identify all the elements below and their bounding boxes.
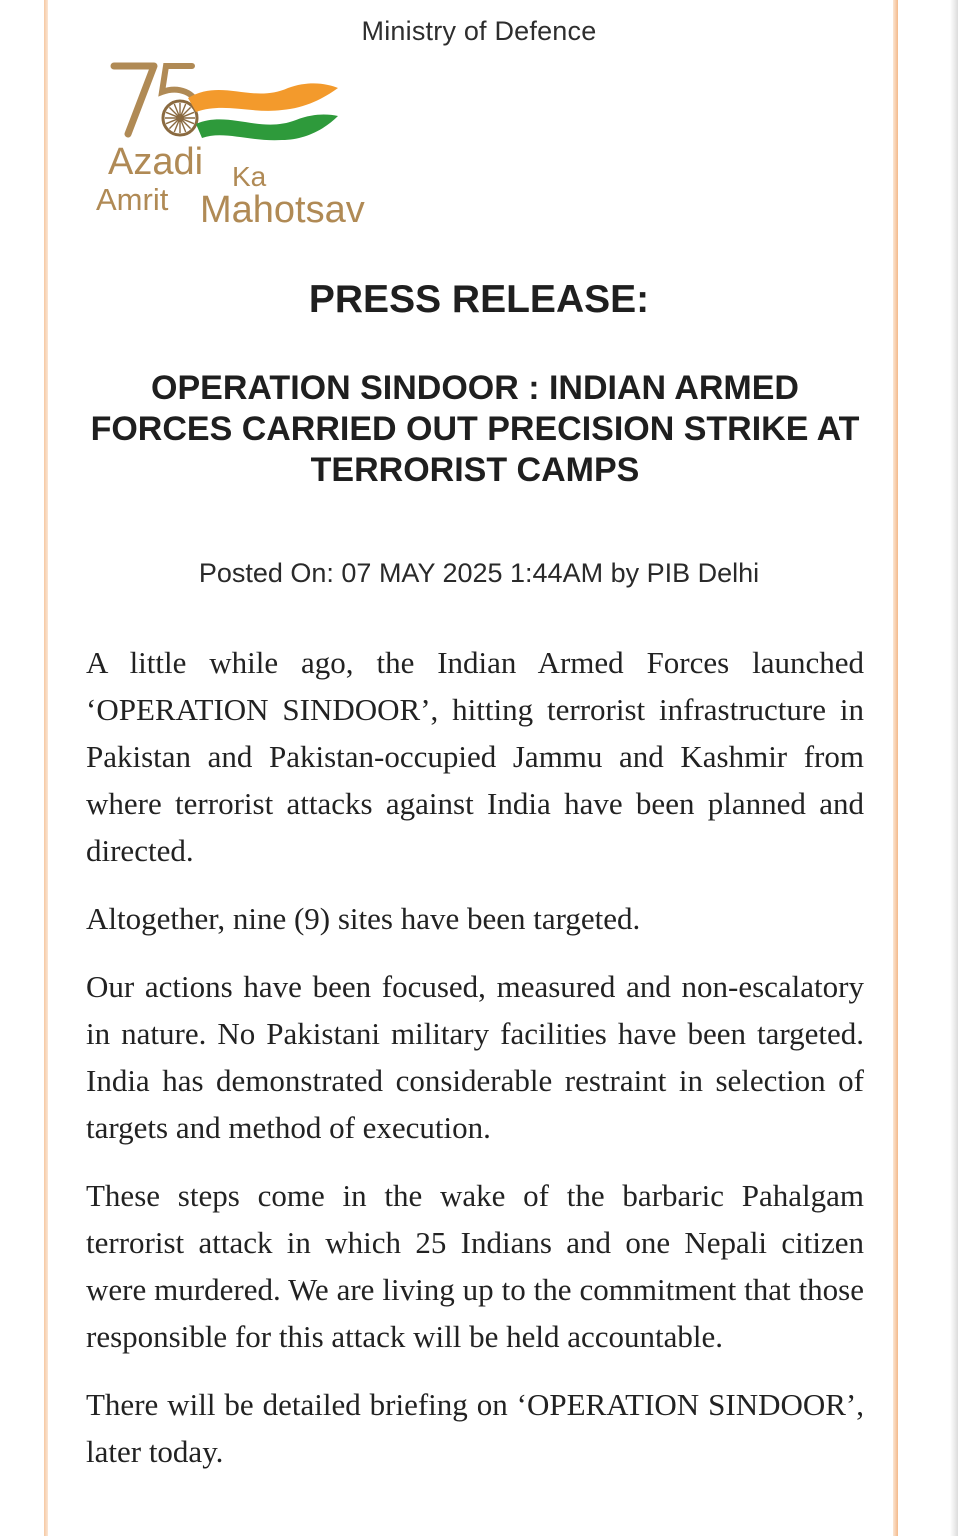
- paragraph-4: These steps come in the wake of the barbaric Pahalgam terrorist attack in which 25 Indians and one Nepali citizen were murdered. We are living up to the commitment that those responsible for this attack will be held accountable.: [86, 1178, 864, 1354]
- logo-text-mahotsav: Mahotsav: [200, 189, 365, 231]
- logo-text-ka: Ka: [232, 161, 267, 192]
- right-border-line: [893, 0, 898, 1536]
- azadi-ka-amrit-mahotsav-logo: [92, 58, 402, 238]
- posted-on-line: Posted On: 07 MAY 2025 1:44AM by PIB Delhi: [198, 558, 760, 588]
- logo-text-amrit: Amrit: [96, 182, 169, 217]
- paragraph-5: There will be detailed briefing on ‘OPERATION SINDOOR’, later today.: [86, 1387, 864, 1469]
- paragraph-3: Our actions have been focused, measured and non-escalatory in nature. No Pakistani military facilities have been targeted. India has demonstrated considerable restraint in selection of targets and method of execution.: [86, 969, 864, 1145]
- paragraph-1: A little while ago, the Indian Armed Forces launched ‘OPERATION SINDOOR’, hitting terrorist infrastructure in Pakistan and Pakistan-occupied Jammu and Kashmir from where terrorist attacks against India have been planned and directed.: [86, 645, 864, 868]
- logo-text-azadi: Azadi: [108, 141, 204, 183]
- headline: OPERATION SINDOOR : INDIAN ARMED FORCES CARRIED OUT PRECISION STRIKE AT TERRORIST CAMPS: [90, 369, 860, 489]
- paragraph-2: Altogether, nine (9) sites have been targeted.: [86, 901, 641, 936]
- press-release-title: PRESS RELEASE:: [308, 278, 650, 321]
- press-release-body: [86, 639, 864, 1496]
- ministry-name: Ministry of Defence: [361, 16, 597, 46]
- left-border-line: [44, 0, 48, 1536]
- page-edge-shadow: [950, 0, 958, 1536]
